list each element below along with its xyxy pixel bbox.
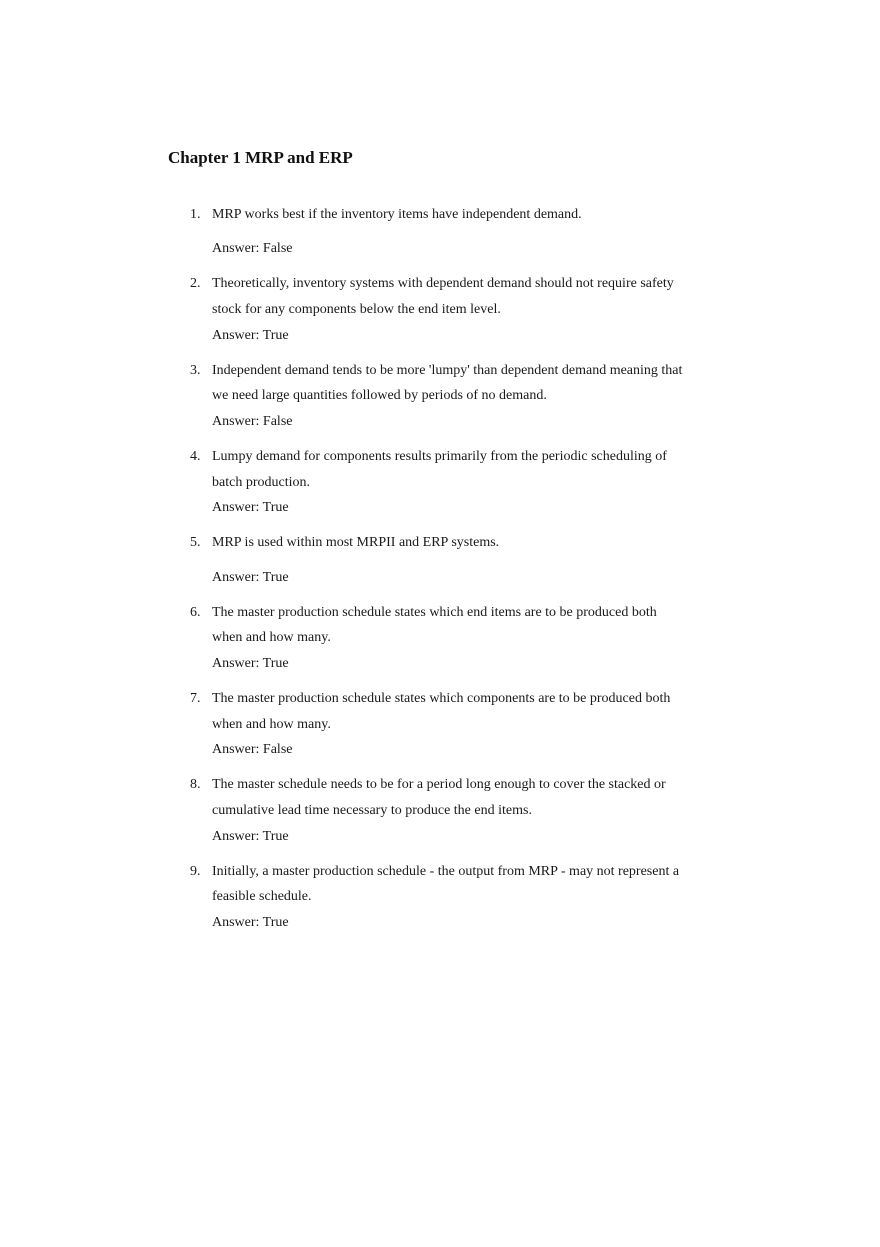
answer: Answer: True [212,828,289,844]
answer: Answer: True [212,569,289,585]
question-number: 9. [190,863,201,879]
question-line: when and how many. [212,630,331,646]
question-line: The master schedule needs to be for a period long enough to cover the stacked or [212,777,666,793]
question-number: 2. [190,276,201,292]
answer: Answer: True [212,327,289,343]
question-item [0,686,880,763]
question-item [0,530,880,590]
chapter-title: Chapter 1 MRP and ERP [168,148,353,167]
question-text [212,271,880,322]
question-item [0,772,880,849]
question-line: feasible schedule. [212,889,312,905]
question-item [0,358,880,435]
question-line: Lumpy demand for components results primarily from the periodic scheduling of [212,449,667,465]
question-line: Theoretically, inventory systems with dependent demand should not require safety [212,276,674,292]
answer: Answer: False [212,241,293,257]
question-list [0,202,880,945]
question-line: The master production schedule states which end items are to be produced both [212,604,657,620]
question-number: 7. [190,691,201,707]
question-item [0,859,880,936]
answer: Answer: True [212,500,289,516]
question-line: stock for any components below the end item level. [212,302,501,318]
answer: Answer: True [212,656,289,671]
question-text [212,358,880,409]
answer: Answer: False [212,742,293,758]
question-number: 5. [190,535,201,551]
question-item [0,202,880,262]
question-item [0,600,880,677]
question-line: Initially, a master production schedule - the output from MRP - may not represent a [212,863,680,879]
question-text [212,444,880,495]
question-text [212,600,880,651]
answer: Answer: True [212,914,289,930]
question-number: 6. [190,604,201,620]
question-line: The master production schedule states which components are to be produced both [212,691,671,707]
question-text [212,530,880,556]
question-line: Independent demand tends to be more 'lumpy' than dependent demand meaning that [212,362,683,378]
answer: Answer: False [212,413,293,429]
question-number: 1. [190,207,201,222]
question-number: 3. [190,362,201,378]
question-line: MRP is used within most MRPII and ERP systems. [212,535,500,551]
question-text [212,202,880,228]
question-item [0,271,880,348]
question-line: we need large quantities followed by periods of no demand. [212,388,547,404]
question-number: 4. [190,449,201,465]
question-text [212,686,880,737]
question-line: cumulative lead time necessary to produce the end items. [212,802,532,818]
question-text [212,772,880,823]
question-line: when and how many. [212,716,331,732]
question-text [212,859,880,910]
question-line: batch production. [212,474,310,490]
question-line: MRP works best if the inventory items have independent demand. [212,207,582,222]
question-number: 8. [190,777,201,793]
question-item [0,444,880,521]
